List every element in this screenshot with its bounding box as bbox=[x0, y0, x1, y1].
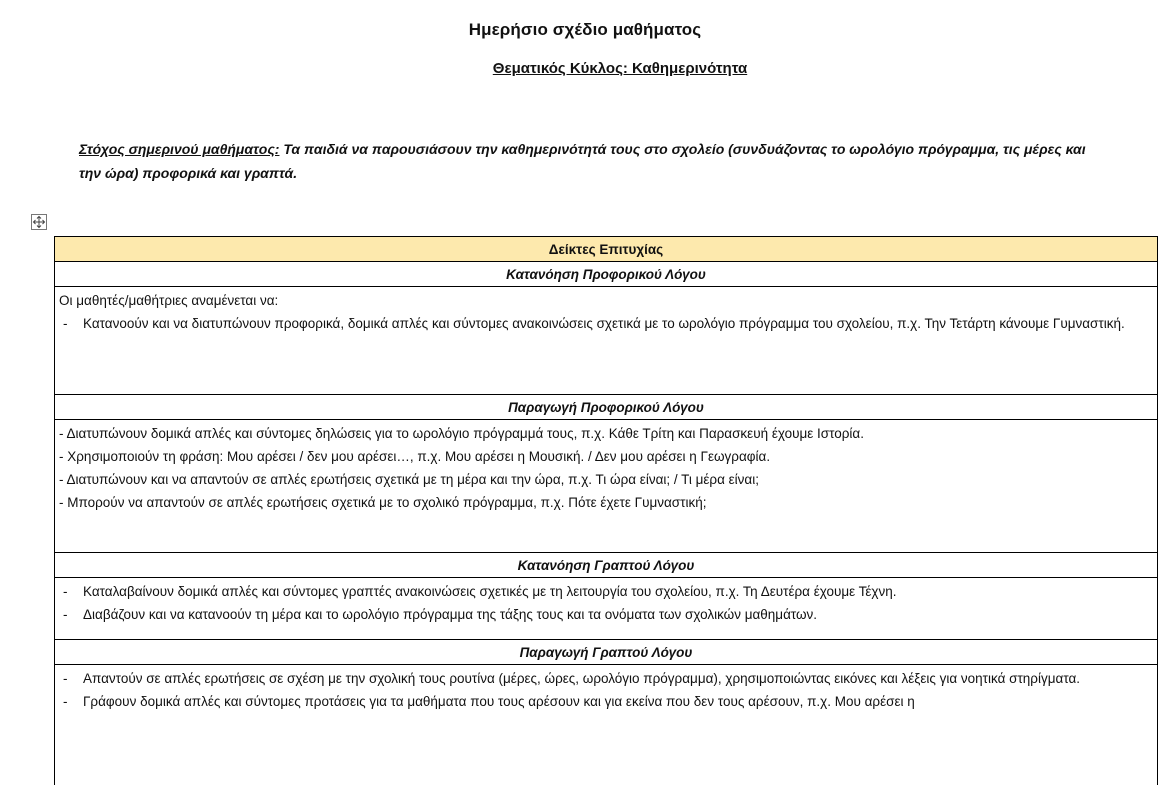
section-title-written-production: Παραγωγή Γραπτού Λόγου bbox=[55, 640, 1157, 665]
document-title: Ημερήσιο σχέδιο μαθήματος bbox=[468, 20, 702, 39]
list-item-text: Απαντούν σε απλές ερωτήσεις σε σχέση με την σχολική τους ρουτίνα (μέρες, ώρες, ωρολόγιο πρόγραμμα), χρησιμοποιώντας εικόνες και λέξεις για νοητικά στηρίγματα. bbox=[83, 671, 1081, 686]
list-item-text: Γράφουν δομικά απλές και σύντομες προτάσεις για τα μαθήματα που τους αρέσουν και για εκείνα που δεν τους αρέσουν, π.χ. Μου αρέσει η bbox=[83, 694, 915, 709]
section-title-oral-comprehension: Κατανόηση Προφορικού Λόγου bbox=[55, 262, 1157, 287]
lesson-goal-label: Στόχος σημερινού μαθήματος: bbox=[79, 141, 280, 157]
move-icon bbox=[32, 215, 46, 229]
list-item: - Διατυπώνουν δομικά απλές και σύντομες δηλώσεις για το ωρολόγιο πρόγραμμά τους, π.χ. Κάθε Τρίτη και Παρασκευή έχουμε Ιστορία. bbox=[59, 426, 864, 441]
document-subtitle: Θεματικός Κύκλος: Καθημερινότητα bbox=[492, 60, 748, 77]
bullet-dash: - bbox=[63, 316, 68, 331]
section-title-written-comprehension: Κατανόηση Γραπτού Λόγου bbox=[55, 553, 1157, 578]
section-body-written-comprehension bbox=[55, 578, 1157, 640]
table-move-handle[interactable] bbox=[31, 214, 47, 230]
list-item: - Χρησιμοποιούν τη φράση: Μου αρέσει / δεν μου αρέσει…, π.χ. Μου αρέσει η Μουσική. / Δεν μου αρέσει η Γεωγραφία. bbox=[59, 449, 771, 464]
list-item-text: Διαβάζουν και να κατανοούν τη μέρα και το ωρολόγιο πρόγραμμα της τάξης τους και τα ονόματα των σχολικών μαθημάτων. bbox=[83, 607, 818, 622]
section-title-oral-production: Παραγωγή Προφορικού Λόγου bbox=[55, 395, 1157, 420]
lesson-goal bbox=[79, 137, 1089, 185]
lesson-goal-text: Τα παιδιά να παρουσιάσουν την καθημερινότητά τους στο σχολείο (συνδυάζοντας το ωρολόγιο πρόγραμμα, τις μέρες και την ώρα) προφορικά και γραπτά. bbox=[79, 141, 1086, 181]
table-header: Δείκτες Επιτυχίας bbox=[55, 237, 1157, 262]
section-intro: Οι μαθητές/μαθήτριες αναμένεται να: bbox=[59, 293, 279, 308]
list-item bbox=[59, 603, 1151, 626]
list-item bbox=[59, 690, 1151, 713]
list-item bbox=[59, 667, 1151, 690]
section-body-oral-production bbox=[55, 420, 1157, 553]
list-item bbox=[59, 580, 1151, 603]
success-indicators-table bbox=[54, 236, 1158, 785]
section-body-oral-comprehension bbox=[55, 287, 1157, 395]
bullet-dash: - bbox=[63, 607, 68, 622]
bullet-dash: - bbox=[63, 694, 68, 709]
list-item: - Διατυπώνουν και να απαντούν σε απλές ερωτήσεις σχετικά με τη μέρα και την ώρα, π.χ. Τι ώρα είναι; / Τι μέρα είναι; bbox=[59, 472, 759, 487]
bullet-dash: - bbox=[63, 584, 68, 599]
section-body-written-production bbox=[55, 665, 1157, 785]
list-item-text: Καταλαβαίνουν δομικά απλές και σύντομες γραπτές ανακοινώσεις σχετικές με τη λειτουργία του σχολείου, π.χ. Τη Δευτέρα έχουμε Τέχνη. bbox=[83, 584, 897, 599]
list-item bbox=[59, 312, 1151, 335]
list-item: - Μπορούν να απαντούν σε απλές ερωτήσεις σχετικά με το σχολικό πρόγραμμα, π.χ. Πότε έχετε Γυμναστική; bbox=[59, 495, 707, 510]
list-item-text: Κατανοούν και να διατυπώνουν προφορικά, δομικά απλές και σύντομες ανακοινώσεις σχετικά με το ωρολόγιο πρόγραμμα του σχολείου, π.χ. Την Τετάρτη κάνουμε Γυμναστική. bbox=[83, 316, 1125, 331]
bullet-dash: - bbox=[63, 671, 68, 686]
